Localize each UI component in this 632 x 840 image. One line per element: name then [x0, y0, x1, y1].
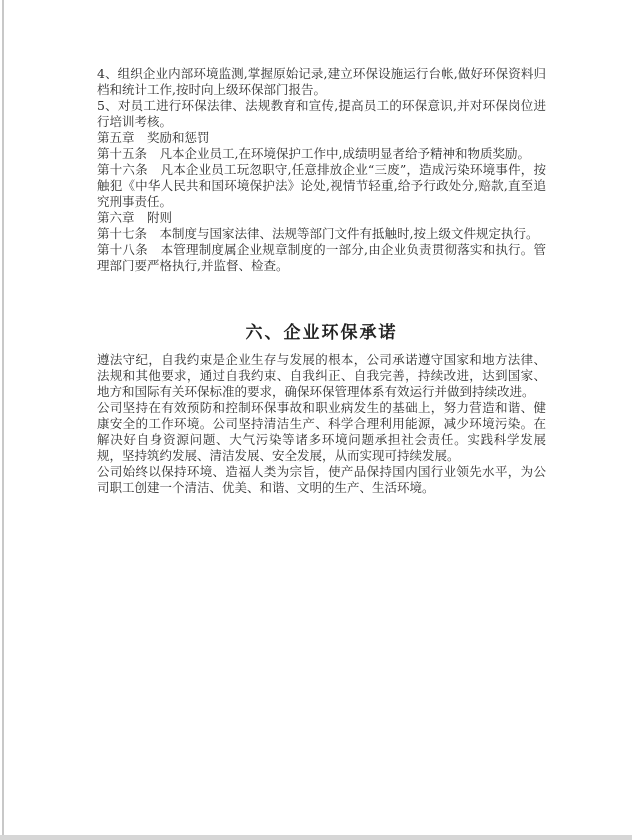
- rules-paragraph-article-16: 第十六条 凡本企业员工玩忽职守,任意排放企业“三废”，造成污染环境事件，按触犯《中华人民共和国环境保护法》论处,视情节轻重,给予行政处分,赔款,直至追究刑事责任。: [97, 162, 546, 209]
- rules-paragraph-article-15: 第十五条 凡本企业员工,在环境保护工作中,成绩明显者给予精神和物质奖励。: [97, 146, 530, 161]
- rules-paragraph-article-17: 第十七条 本制度与国家法律、法规等部门文件有抵触时,按上级文件规定执行。: [97, 226, 539, 241]
- scan-edge-left: [2, 0, 4, 840]
- commitment-paragraph: 公司始终以保持环境、造福人类为宗旨，使产品保持国内国行业领先水平，为公司职工创建一个清洁、优美、和谐、文明的生产、生活环境。: [97, 464, 546, 495]
- rules-paragraph: 5、对员工进行环保法律、法规教育和宣传,提高员工的环保意识,并对环保岗位进行培训考核。: [97, 98, 546, 129]
- commitment-section-title: 六、企业环保承诺: [245, 323, 398, 343]
- chapter-heading-6: 第六章 附则: [97, 210, 173, 225]
- document-content: [97, 66, 546, 496]
- commitment-paragraph: 公司坚持在有效预防和控制环保事故和职业病发生的基础上，努力营造和谐、健康安全的工作环境。公司坚持清洁生产、科学合理利用能源，减少环境污染。在解决好自身资源问题、大气污染等诸多环境问题承担社会责任。实践科学发展规，坚持筑约发展、清洁发展、安全发展，从而实现可持续发展。: [97, 400, 546, 463]
- chapter-heading-5: 第五章 奖励和惩罚: [97, 130, 210, 145]
- scan-edge-bottom: [0, 835, 632, 840]
- commitment-paragraph: 遵法守纪，自我约束是企业生存与发展的根本，公司承诺遵守国家和地方法律、法规和其他要求，通过自我约束、自我纠正、自我完善，持续改进，达到国家、地方和国际有关环保标准的要求，确保环保管理体系有效运行并做到持续改进。: [97, 352, 546, 399]
- rules-paragraph: 4、组织企业内部环境监测,掌握原始记录,建立环保设施运行台帐,做好环保资料归档和统计工作,按时向上级环保部门报告。: [97, 66, 546, 97]
- rules-paragraph-article-18: 第十八条 本管理制度属企业规章制度的一部分,由企业负责贯彻落实和执行。管理部门要严格执行,并监督、检查。: [97, 242, 546, 273]
